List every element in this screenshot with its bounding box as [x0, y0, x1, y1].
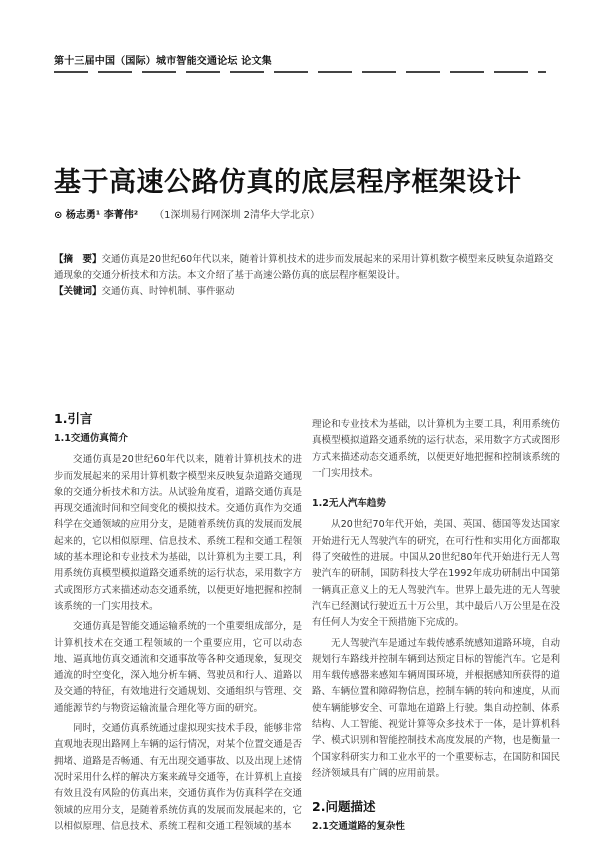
subsection-heading: 2.1交通道路的复杂性 [312, 821, 405, 833]
left-column [54, 408, 302, 839]
running-header: 第十三届中国（国际）城市智能交通论坛 论文集 [54, 56, 272, 67]
paper-title: 基于高速公路仿真的底层程序框架设计 [54, 167, 522, 198]
subsection-heading: 1.1交通仿真简介 [54, 433, 128, 444]
keywords [54, 284, 554, 300]
keywords-label: 【关键词】 [54, 286, 102, 297]
body-paragraph: 同时，交通仿真系统通过虚拟现实技术手段，能够非常直观地表现出路网上车辆的运行情况，对某个位置交通是否拥堵、道路是否畅通、有无出现交通事故、以及出现上述情况时采用什么样的解决方案来疏导交通等，在计算机上直接有效且没有风险的仿真出来，交通仿真作为仿真科学在交通领域的应用分支，是随着系统仿真的发展而发展起来的，它以相似原理、信息技术、系统工程和交通工程领域的基本 [54, 723, 302, 832]
body-paragraph: 交通仿真是智能交通运输系统的一个重要组成部分，是计算机技术在交通工程领域的一个重要应用，它可以动态地、逼真地仿真交通流和交通事故等各种交通现象，复现交通流的时空变化，深入地分析车辆、驾驶员和行人、道路以及交通的特征，有效地进行交通规划、交通组织与管理、交通能源节约与物资运输流量合理化等方面的研究。 [54, 621, 302, 714]
keywords-text: 交通仿真、时钟机制、事件驱动 [101, 286, 235, 297]
section-heading: 2.问题描述 [312, 799, 376, 815]
spacer [312, 486, 560, 496]
abstract-block [54, 252, 554, 300]
author-names: ⊙ 杨志勇¹ 李菁伟² [54, 210, 139, 221]
abstract-label: 【摘 要】 [54, 254, 102, 265]
body-paragraph: 从20世纪70年代开始，美国、英国、德国等发达国家开始进行无人驾驶汽车的研究，在可行性和实用化方面都取得了突破性的进展。中国从20世纪80年代开始进行无人驾驶汽车的研制，国防科技大学在1992年成功研制出中国第一辆真正意义上的无人驾驶汽车。世界上最先进的无人驾驶汽车已经测试行驶近五十万公里，其中最后八万公里是在没有任何人为安全干预措施下完成的。 [312, 519, 560, 629]
body-paragraph: 交通仿真是20世纪60年代以来，随着计算机技术的进步而发展起来的采用计算机数字模型来反映复杂道路交通现象的交通分析技术和方法。从试验角度看，道路交通仿真是再现交通流时间和空间变化的模拟技术。交通仿真作为交通科学在交通领域的应用分支，是随着系统仿真的发展而发展起来的，它以相似原理、信息技术、系统工程和交通工程领域的基本理论和专业技术为基础，以计算机为主要工具，利用系统仿真模型模拟道路交通系统的运行状态，采用数字方式或图形方式来描述动态交通系统，以便更好地把握和控制该系统的一门实用技术。 [54, 454, 302, 612]
section-heading: 1.引言 [54, 411, 93, 426]
body-paragraph: 理论和专业技术为基础，以计算机为主要工具，利用系统仿真模型模拟道路交通系统的运行状态，采用数字方式或图形方式来描述动态交通系统，以便更好地把握和控制该系统的一门实用技术。 [312, 419, 560, 479]
subsection-heading: 1.2无人汽车趋势 [312, 498, 386, 510]
spacer [312, 786, 560, 796]
right-column [312, 417, 560, 841]
author-affiliations: （1深圳易行网深圳 2清华大学北京） [154, 210, 321, 221]
body-paragraph: 无人驾驶汽车是通过车载传感系统感知道路环境，自动规划行车路线并控制车辆到达预定目标的智能汽车。它是利用车载传感器来感知车辆周围环境，并根据感知所获得的道路、车辆位置和障碍物信息，控制车辆的转向和速度，从而使车辆能够安全、可靠地在道路上行驶。集自动控制、体系结构、人工智能、视觉计算等众多技术于一体，是计算机科学、模式识别和智能控制技术高度发展的产物，也是衡量一个国家科研实力和工业水平的一个重要标志，在国防和国民经济领域具有广阔的应用前景。 [312, 637, 560, 779]
abstract [54, 252, 554, 284]
header-rule [54, 71, 546, 73]
abstract-text: 交通仿真是20世纪60年代以来，随着计算机技术的进步而发展起来的采用计算机数字模型来反映复杂道路交通现象的交通分析技术和方法。本文介绍了基于高速公路仿真的底层程序框架设计。 [54, 254, 554, 281]
author-line [54, 206, 320, 221]
